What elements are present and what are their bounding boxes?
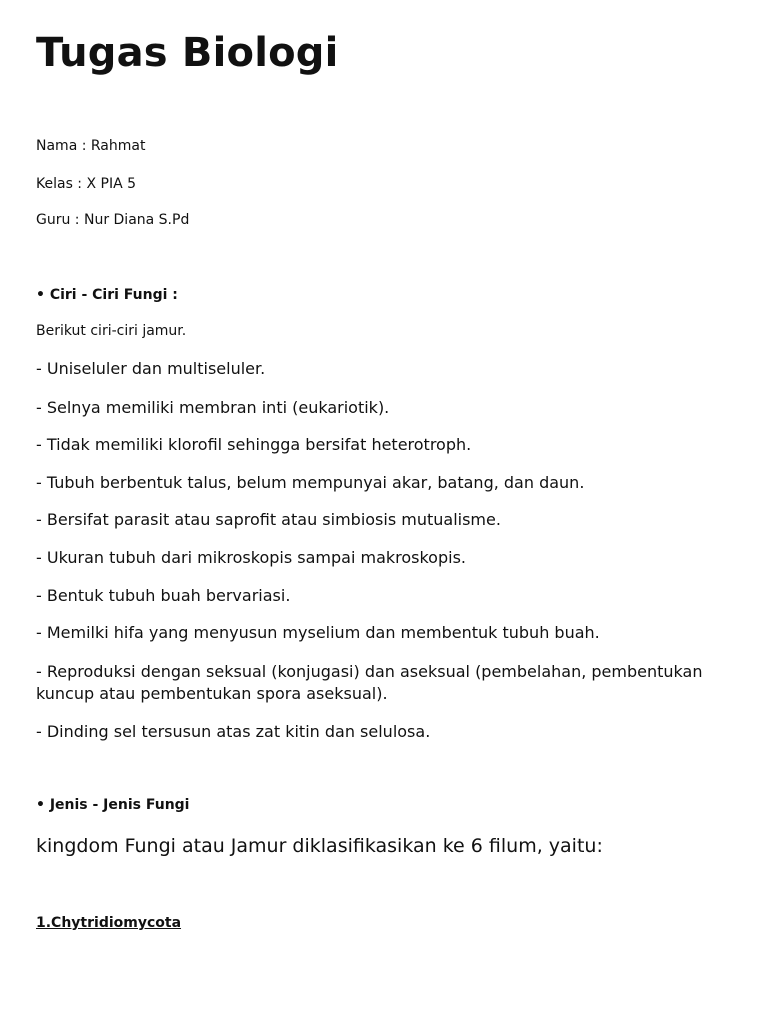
list-item: - Bersifat parasit atau saprofit atau simbiosis mutualisme. [36,510,501,529]
list-item: - Tubuh berbentuk talus, belum mempunyai akar, batang, dan daun. [36,473,585,492]
section-heading-ciri: • Ciri - Ciri Fungi : [36,287,178,303]
list-item: - Selnya memiliki membran inti (eukariotik). [36,398,390,417]
section-intro-jenis: kingdom Fungi atau Jamur diklasifikasikan ke 6 filum, yaitu: [36,835,603,857]
phylum-heading: 1.Chytridiomycota [36,915,182,931]
document-title: Tugas Biologi [36,30,339,76]
section-intro-ciri: Berikut ciri-ciri jamur. [36,323,187,339]
list-item: - Tidak memiliki klorofil sehingga bersifat heterotroph. [36,435,472,454]
list-item: - Reproduksi dengan seksual (konjugasi) dan aseksual (pembelahan, pembentukan kuncup atau pembentukan spora aseksual). [36,662,703,703]
student-class: Kelas : X PIA 5 [36,176,137,192]
student-name: Nama : Rahmat [36,138,146,154]
section-heading-jenis: • Jenis - Jenis Fungi [36,797,190,813]
list-item: - Memilki hifa yang menyusun myselium dan membentuk tubuh buah. [36,623,600,642]
list-item: - Ukuran tubuh dari mikroskopis sampai makroskopis. [36,548,466,567]
list-item: - Bentuk tubuh buah bervariasi. [36,586,291,605]
list-item: - Uniseluler dan multiseluler. [36,359,266,378]
teacher-name: Guru : Nur Diana S.Pd [36,212,190,228]
list-item: - Dinding sel tersusun atas zat kitin dan selulosa. [36,722,431,741]
